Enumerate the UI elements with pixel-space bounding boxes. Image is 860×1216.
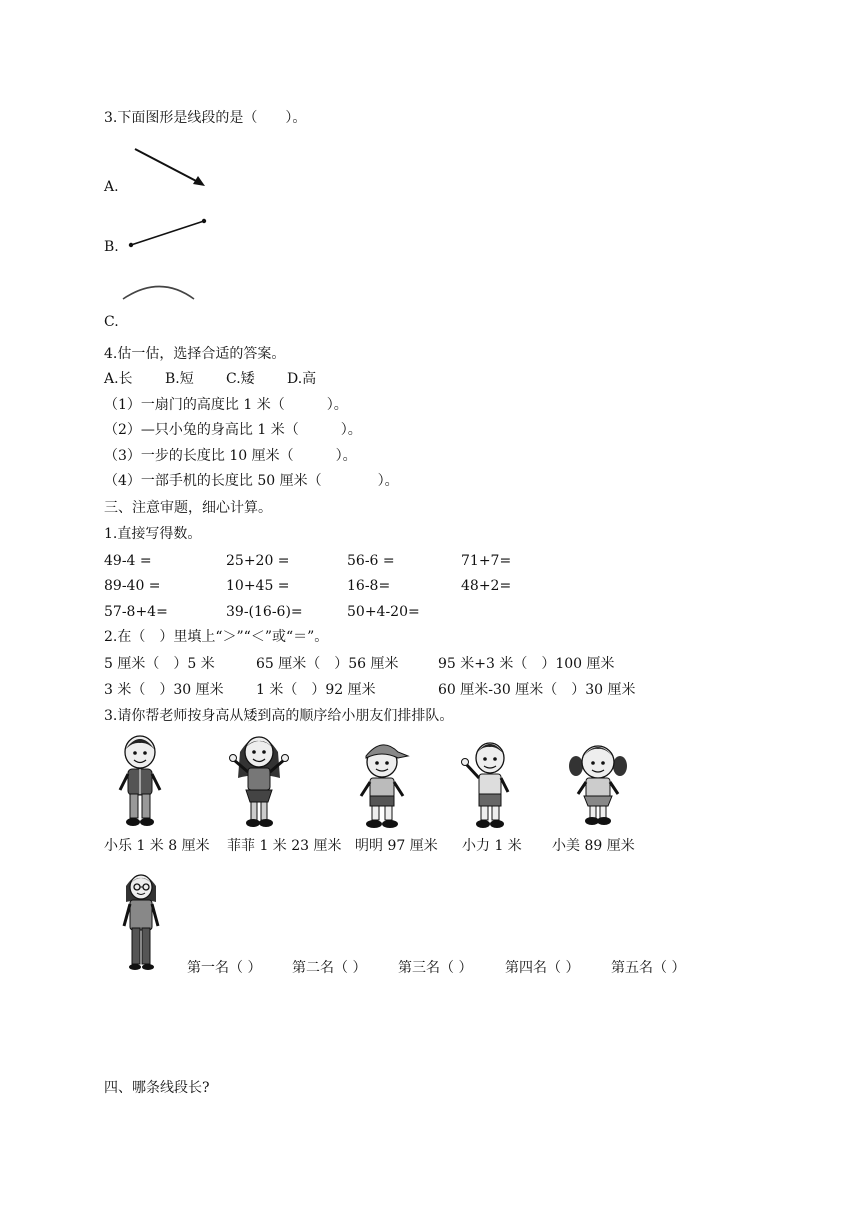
calc-problem: 10+45 = (226, 578, 290, 594)
calc-stem: 1.直接写得数。 (104, 526, 202, 542)
girl-long-hair-icon (228, 730, 290, 830)
calc-problem: 71+7= (461, 553, 512, 569)
child-label: 菲菲 1 米 23 厘米 (227, 838, 342, 854)
teacher-icon (118, 868, 164, 972)
compare-stem: 2.在（ ）里填上“＞”“＜”或“＝”。 (104, 629, 329, 645)
child-label: 小乐 1 米 8 厘米 (104, 838, 210, 854)
boy-vest-icon (112, 734, 168, 828)
compare-problem: 1 米（ ）92 厘米 (256, 682, 376, 698)
q4-stem: 4.估一估，选择合适的答案。 (104, 346, 286, 362)
q4-item-4: （4）一部手机的长度比 50 厘米（ ）。 (104, 473, 399, 489)
q4-choice-a: A.长 (104, 371, 133, 387)
calc-problem: 16-8= (347, 578, 391, 594)
section3-title: 三、注意审题，细心计算。 (104, 500, 272, 516)
calc-problem: 39-(16-6)= (226, 604, 303, 620)
compare-problem: 65 厘米（ ）56 厘米 (256, 656, 399, 672)
rank-slot: 第三名（ ） (398, 960, 473, 976)
rank-slot: 第五名（ ） (611, 960, 686, 976)
calc-problem: 49-4 = (104, 553, 152, 569)
ray-figure-a (130, 144, 210, 190)
boy-waving-icon (460, 738, 516, 830)
compare-problem: 5 厘米（ ）5 米 (104, 656, 215, 672)
compare-problem: 60 厘米-30 厘米（ ）30 厘米 (438, 682, 636, 698)
q4-item-3: （3）一步的长度比 10 厘米（ ）。 (104, 448, 357, 464)
compare-problem: 95 米+3 米（ ）100 厘米 (438, 656, 615, 672)
child-label: 明明 97 厘米 (355, 838, 438, 854)
height-order-stem: 3.请你帮老师按身高从矮到高的顺序给小朋友们排排队。 (104, 708, 454, 724)
child-label: 小力 1 米 (462, 838, 522, 854)
rank-slot: 第二名（ ） (292, 960, 367, 976)
calc-problem: 56-6 = (347, 553, 395, 569)
calc-problem: 50+4-20= (347, 604, 420, 620)
segment-figure-b (126, 216, 210, 250)
q4-item-1: （1）一扇门的高度比 1 米（ ）。 (104, 397, 348, 413)
q4-choice-c: C.矮 (226, 371, 255, 387)
q4-item-2: （2）—只小兔的身高比 1 米（ ）。 (104, 422, 362, 438)
arc-figure-c (120, 280, 200, 304)
compare-problem: 3 米（ ）30 厘米 (104, 682, 224, 698)
q4-choice-b: B.短 (165, 371, 194, 387)
q3-stem: 3.下面图形是线段的是（ ）。 (104, 110, 307, 126)
q4-choice-d: D.高 (287, 371, 317, 387)
rank-slot: 第一名（ ） (187, 960, 262, 976)
section4-title: 四、哪条线段长? (104, 1080, 210, 1096)
option-a-label: A. (104, 179, 119, 195)
option-c-label: C. (104, 314, 119, 330)
calc-problem: 25+20 = (226, 553, 290, 569)
option-b-label: B. (104, 239, 119, 255)
child-label: 小美 89 厘米 (552, 838, 635, 854)
calc-problem: 89-40 = (104, 578, 161, 594)
girl-pigtails-icon (566, 740, 630, 826)
calc-problem: 57-8+4= (104, 604, 168, 620)
calc-problem: 48+2= (461, 578, 512, 594)
rank-slot: 第四名（ ） (505, 960, 580, 976)
boy-cap-icon (352, 738, 414, 830)
